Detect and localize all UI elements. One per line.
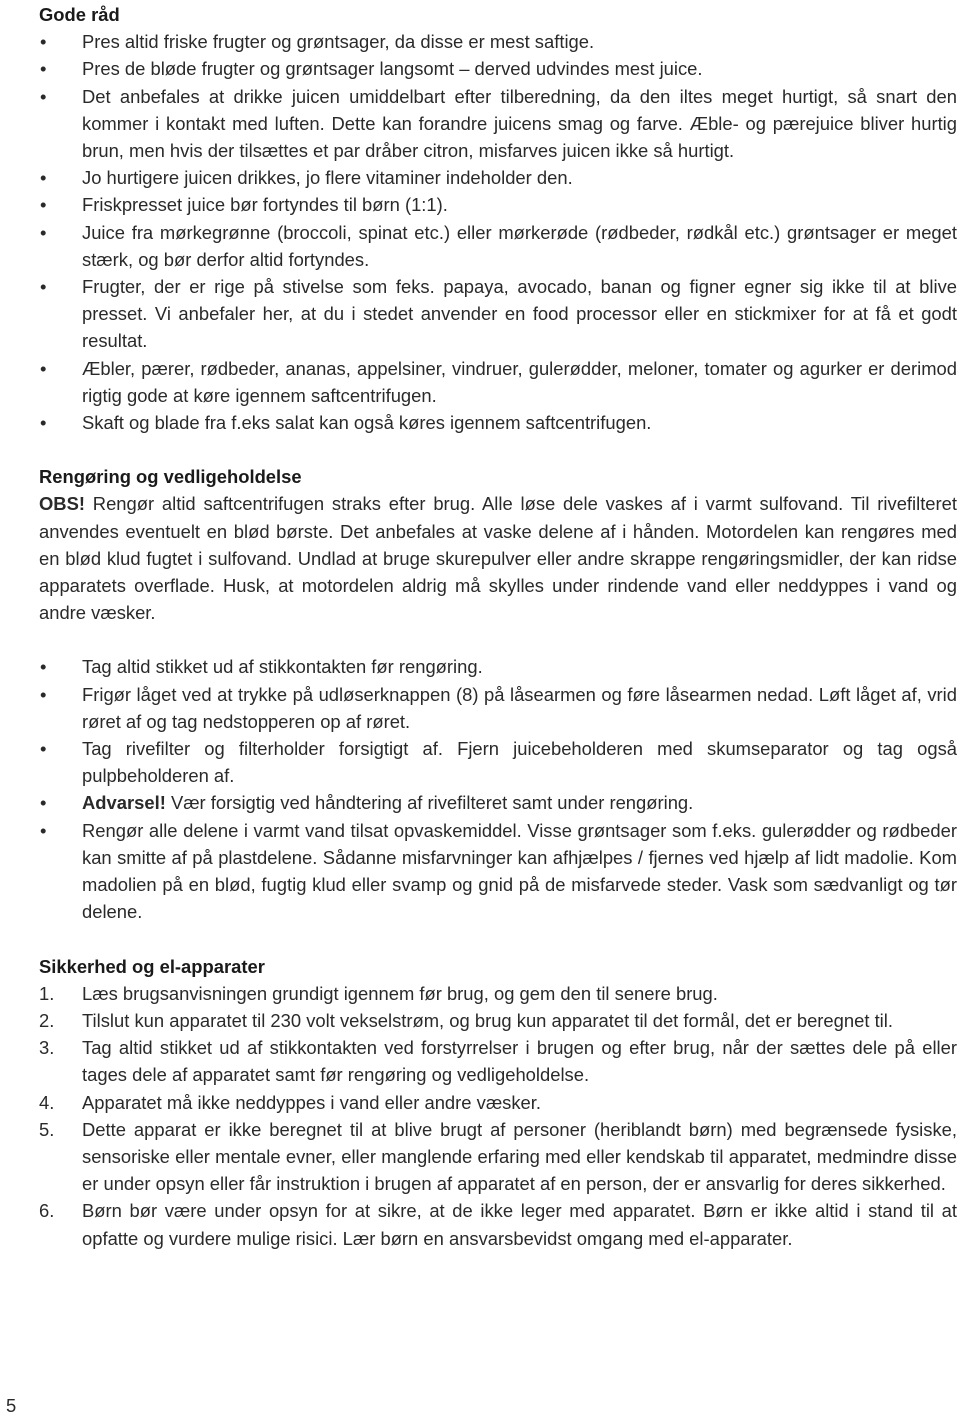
bullet-marker: •	[40, 85, 47, 107]
bullet-marker: •	[40, 31, 47, 53]
bullet-marker: •	[40, 221, 47, 243]
list-item: 1. Læs brugsanvisningen grundigt igennem før brug, og gem den til senere brug.	[39, 980, 957, 1007]
list-item: 4. Apparatet må ikke neddyppes i vand eller andre væsker.	[39, 1089, 957, 1116]
safety-heading: Sikkerhed og el-apparater	[39, 955, 265, 977]
list-item: • Tag altid stikket ud af stikkontakten før rengøring.	[39, 653, 957, 680]
list-item: • Rengør alle delene i varmt vand tilsat opvaskemiddel. Visse grøntsager som f.eks. gulerødder og rødbeder kan smitte af på plastdelene. Sådanne misfarvninger kan afhjælpes / fjernes ved hjælp af lidt madolie. Kom madolien på en blød, fugtig klud eller svamp og gnid på de misfarvede steder. Vask som sædvanligt og tør delene.	[39, 817, 957, 926]
list-item: 6. Børn bør være under opsyn for at sikre, at de ikke leger med apparatet. Børn er ikke altid i stand til at opfatte og vurdere mulige risici. Lær børn en ansvarsbevidst omgang med el-apparater.	[39, 1197, 957, 1251]
item-number: 6.	[39, 1200, 55, 1222]
warning-text: Vær forsigtig ved håndtering af rivefilteret samt under rengøring.	[165, 792, 694, 814]
good-tips-heading: Gode råd	[39, 4, 120, 25]
list-item: • Tag rivefilter og filterholder forsigtigt af. Fjern juicebeholderen med skumseparator og tag også pulpbeholderen af.	[39, 735, 957, 789]
page-number: 5	[6, 1395, 17, 1416]
list-item: 3. Tag altid stikket ud af stikkontakten ved forstyrrelser i brugen og efter brug, når der sættes dele på eller tages dele af apparatet samt før rengøring og vedligeholdelse.	[39, 1034, 957, 1088]
list-item: • Det anbefales at drikke juicen umiddelbart efter tilberedning, da den iltes meget hurtigt, så snart den kommer i kontakt med luften. Dette kan forandre juicens smag og farve. Æble- og pærejuice bliver hurtig brun, men hvis der tilsættes et par dråber citron, misfarves juicen ikke så hurtigt.	[39, 83, 957, 165]
list-item	[39, 789, 957, 816]
item-number: 4.	[39, 1091, 55, 1113]
bullet-marker: •	[40, 167, 47, 189]
bullet-marker: •	[40, 792, 47, 814]
item-number: 2.	[39, 1009, 55, 1031]
obs-label: OBS!	[39, 493, 85, 515]
bullet-marker: •	[40, 819, 47, 841]
list-item: • Pres altid friske frugter og grøntsager, da disse er mest saftige.	[39, 28, 957, 55]
bullet-marker: •	[40, 357, 47, 379]
cleaning-paragraph	[39, 490, 957, 626]
cleaning-section	[39, 463, 957, 925]
spacer	[39, 626, 957, 653]
item-number: 5.	[39, 1118, 55, 1140]
bullet-marker: •	[40, 276, 47, 298]
page-content	[39, 0, 957, 1252]
bullet-marker: •	[40, 58, 47, 80]
bullet-marker: •	[40, 683, 47, 705]
item-number: 3.	[39, 1037, 55, 1059]
bullet-marker: •	[40, 656, 47, 678]
safety-section	[39, 953, 957, 1252]
list-item: • Frugter, der er rige på stivelse som feks. papaya, avocado, banan og figner egner sig ikke til at blive presset. Vi anbefaler her, at du i stedet anvender en food processor eller en stickmixer for at få et godt resultat.	[39, 273, 957, 355]
bullet-marker: •	[40, 738, 47, 760]
list-item: 5. Dette apparat er ikke beregnet til at blive brugt af personer (heriblandt børn) med begrænsede fysiske, sensoriske eller mentale evner, eller manglende erfaring med eller kendskab til apparatet, medmindre disse er under opsyn eller får instruktion i brugen af apparatet af en person, der er ansvarlig for deres sikkerhed.	[39, 1116, 957, 1198]
list-item: 2. Tilslut kun apparatet til 230 volt vekselstrøm, og brug kun apparatet til det formål, det er beregnet til.	[39, 1007, 957, 1034]
cleaning-list	[39, 653, 957, 925]
warning-label: Advarsel!	[82, 792, 166, 814]
obs-text: Rengør altid saftcentrifugen straks efter brug. Alle løse dele vaskes af i varmt sulfovand. Til rivefilteret anvendes eventuelt en blød børste. Det anbefales at vaske delene af i hånden. Motordelen kan rengøres med en blød klud fugtet i sulfovand. Undlad at bruge skurepulver eller andre skrappe rengøringsmidler, der kan ridse apparatets overflade. Husk, at motordelen aldrig må skylles under rindende vand eller neddyppes i vand og andre væsker.	[39, 493, 957, 624]
safety-list	[39, 980, 957, 1252]
list-item: • Æbler, pærer, rødbeder, ananas, appelsiner, vindruer, gulerødder, meloner, tomater og agurker er derimod rigtig gode at køre igennem saftcentrifugen.	[39, 355, 957, 409]
list-item: • Frigør låget ved at trykke på udløserknappen (8) på låsearmen og føre låsearmen nedad. Løft låget af, vrid røret af og tag nedstopperen op af røret.	[39, 681, 957, 735]
list-item: • Jo hurtigere juicen drikkes, jo flere vitaminer indeholder den.	[39, 164, 957, 191]
good-tips-section	[39, 0, 957, 436]
good-tips-list	[39, 28, 957, 436]
bullet-marker: •	[40, 412, 47, 434]
item-number: 1.	[39, 982, 55, 1004]
list-item: • Friskpresset juice bør fortyndes til børn (1:1).	[39, 191, 957, 218]
list-item: • Pres de bløde frugter og grøntsager langsomt – derved udvindes mest juice.	[39, 55, 957, 82]
list-item: • Skaft og blade fra f.eks salat kan også køres igennem saftcentrifugen.	[39, 409, 957, 436]
cleaning-heading: Rengøring og vedligeholdelse	[39, 466, 302, 488]
bullet-marker: •	[40, 194, 47, 216]
list-item: • Juice fra mørkegrønne (broccoli, spinat etc.) eller mørkerøde (rødbeder, rødkål etc.) grøntsager er meget stærk, og bør derfor altid fortyndes.	[39, 219, 957, 273]
